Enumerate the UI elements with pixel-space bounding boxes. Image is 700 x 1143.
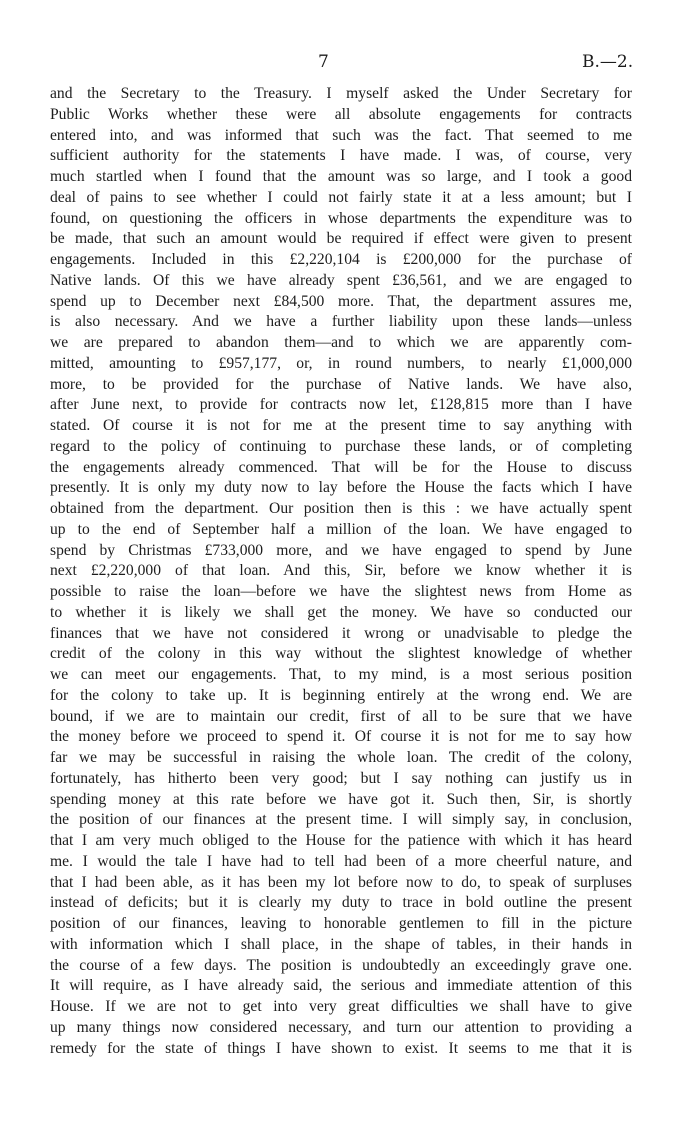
text-line: entered into, and was informed that such was the fact. That seemed to me xyxy=(50,126,632,144)
text-line: the money before we proceed to spend it. Of course it is not for me to say how xyxy=(50,728,632,746)
text-line: we are prepared to abandon them—and to which we are apparently com- xyxy=(50,334,632,351)
page-number: 7 xyxy=(318,52,329,72)
body-text xyxy=(50,84,632,1059)
text-line: bound, if we are to maintain our credit, first of all to be sure that we have xyxy=(50,707,632,725)
text-line: the position of our finances at the present time. I will simply say, in conclusion, xyxy=(50,811,632,829)
text-line: found, on questioning the officers in whose departments the expenditure was to xyxy=(50,209,632,227)
text-line: up many things now considered necessary, and turn our attention to providing a xyxy=(50,1018,632,1036)
text-line: much startled when I found that the amount was so large, and I took a good xyxy=(50,168,632,185)
text-line: position of our finances, leaving to honorable gentlemen to fill in the picture xyxy=(50,915,632,932)
text-line: credit of the colony in this way without the slightest knowledge of whether xyxy=(50,645,632,663)
text-line: be made, that such an amount would be required if effect were given to present xyxy=(50,230,632,248)
text-line: sufficient authority for the statements I have made. I was, of course, very xyxy=(50,147,632,165)
text-line: after June next, to provide for contracts now let, £128,815 more than I have xyxy=(50,396,632,414)
text-line: regard to the policy of continuing to purchase these lands, or of completing xyxy=(50,437,632,455)
text-line: next £2,220,000 of that loan. And this, Sir, before we know whether it is xyxy=(50,562,632,580)
text-line: the engagements already commenced. That will be for the House to discuss xyxy=(50,458,632,476)
text-line: spend by Christmas £733,000 more, and we have engaged to spend by June xyxy=(50,541,632,559)
text-line: obtained from the department. Our position then is this : we have actually spent xyxy=(50,500,632,517)
text-line: the course of a few days. The position is undoubtedly an exceedingly grave one. xyxy=(50,956,632,974)
text-line: more, to be provided for the purchase of Native lands. We have also, xyxy=(50,375,632,393)
text-line: instead of deficits; but it is clearly my duty to trace in bold outline the present xyxy=(50,894,632,912)
text-line: deal of pains to see whether I could not fairly state it at a less amount; but I xyxy=(50,188,632,206)
text-line: me. I would the tale I have had to tell had been of a more cheerful nature, and xyxy=(50,852,632,870)
text-line: we can meet our engagements. That, to my mind, is a most serious position xyxy=(50,666,632,683)
text-line: mitted, amounting to £957,177, or, in round numbers, to nearly £1,000,000 xyxy=(50,354,632,372)
text-line: for the colony to take up. It is beginning entirely at the wrong end. We are xyxy=(50,686,632,704)
text-line: Native lands. Of this we have already spent £36,561, and we are engaged to xyxy=(50,271,632,289)
text-line: up to the end of September half a million of the loan. We have engaged to xyxy=(50,520,632,538)
text-line: that I had been able, as it has been my lot before now to do, to speak of surpluses xyxy=(50,873,632,891)
text-line: presently. It is only my duty now to lay before the House the facts which I have xyxy=(50,479,632,497)
text-line: that I am very much obliged to the House for the patience with which it has heard xyxy=(50,832,632,849)
text-line: and the Secretary to the Treasury. I myself asked the Under Secretary for xyxy=(50,85,632,102)
text-line: possible to raise the loan—before we have the slightest news from Home as xyxy=(50,583,632,600)
text-line: finances that we have not considered it wrong or unadvisable to pledge the xyxy=(50,624,632,642)
document-reference: B.—2. xyxy=(582,52,634,72)
text-line: is also necessary. And we have a further liability upon these lands—unless xyxy=(50,313,632,331)
text-line: spend up to December next £84,500 more. That, the department assures me, xyxy=(50,292,632,310)
text-line: with information which I shall place, in the shape of tables, in their hands in xyxy=(50,935,632,953)
text-line: far we may be successful in raising the whole loan. The credit of the colony, xyxy=(50,749,632,766)
page-header xyxy=(0,52,700,76)
text-line: It will require, as I have already said, the serious and immediate attention of this xyxy=(50,977,632,995)
text-line: engagements. Included in this £2,220,104 is £200,000 for the purchase of xyxy=(50,251,632,268)
text-line: remedy for the state of things I have shown to exist. It seems to me that it is xyxy=(50,1039,632,1057)
text-line: fortunately, has hitherto been very good; but I say nothing can justify us in xyxy=(50,769,632,787)
text-line: stated. Of course it is not for me at the present time to say anything with xyxy=(50,417,632,434)
text-line: Public Works whether these were all absolute engagements for contracts xyxy=(50,105,632,123)
text-line: to whether it is likely we shall get the money. We have so conducted our xyxy=(50,603,632,621)
text-line: spending money at this rate before we have got it. Such then, Sir, is shortly xyxy=(50,790,632,808)
text-line: House. If we are not to get into very great difficulties we shall have to give xyxy=(50,998,632,1015)
